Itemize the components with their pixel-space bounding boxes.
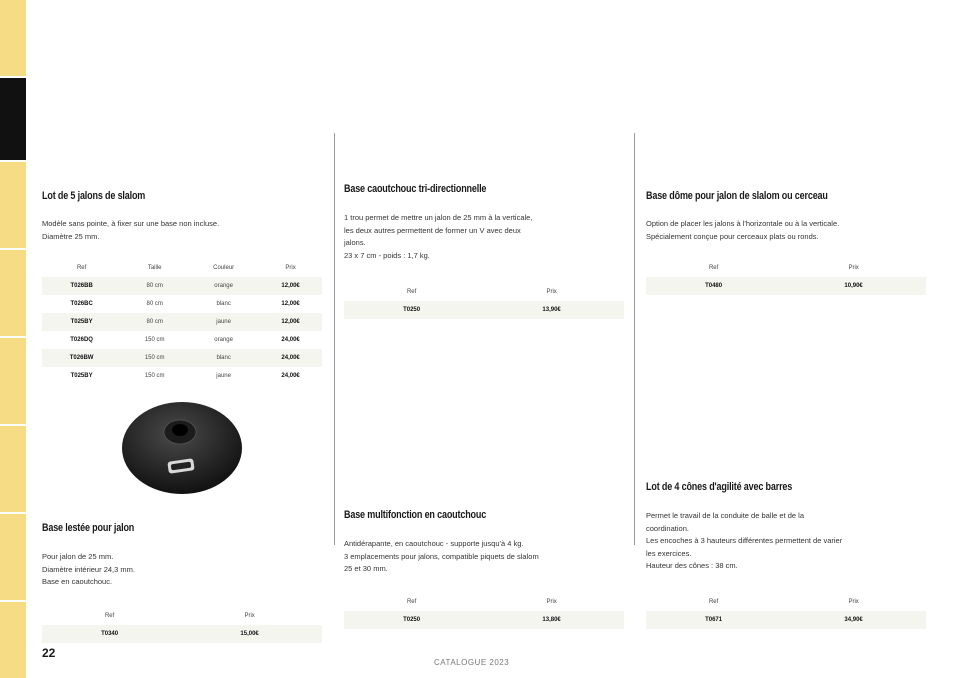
product-description: Antidérapante, en caoutchouc - supporte jusqu'à 4 kg. 3 emplacements pour jalons, compatible piquets de slalom 25 et 30 mm. [344,539,539,573]
side-tab [0,426,26,512]
product-table [344,282,624,319]
table-row: T026BW 150 cm blanc 24,00€ [42,349,322,367]
table-header: Couleur [213,264,235,271]
table-row: T0340 15,00€ [42,625,322,643]
table-header: Prix [546,598,557,605]
table-header: Ref [104,612,115,619]
side-tab [0,514,26,600]
side-tabs [0,0,26,678]
column-divider [334,133,335,545]
product-description: Pour jalon de 25 mm. Diamètre intérieur 24,3 mm. Base en caoutchouc. [42,552,135,586]
table-header: Prix [285,264,296,271]
table-header: Taille [147,264,162,271]
side-tab [0,162,26,248]
side-tab [0,338,26,424]
product-table [646,258,926,295]
product-title: Lot de 5 jalons de slalom [42,190,146,202]
product-table [42,258,322,385]
table-header: Prix [848,264,859,271]
catalogue-label: CATALOGUE 2023 [434,658,510,667]
product-title: Base multifonction en caoutchouc [344,509,487,521]
column-divider [634,133,635,545]
product-table [646,592,926,629]
product-description: Option de placer les jalons à l'horizontale ou à la verticale. Spécialement conçue pour cerceaux plats ou ronds. [646,219,840,241]
page-number: 22 [42,646,56,660]
table-row: T025BY 80 cm jaune 12,00€ [42,313,322,331]
table-row: T026BB 80 cm orange 12,00€ [42,277,322,295]
table-row: T026DQ 150 cm orange 24,00€ [70,337,300,343]
side-tab [0,602,26,678]
product-table [344,592,624,629]
side-tab [0,0,26,76]
product-description: Modèle sans pointe, à fixer sur une base non incluse. Diamètre 25 mm. [42,219,220,241]
table-header: Ref [708,264,719,271]
table-row: T0671 34,90€ [646,611,926,629]
product-title: Base caoutchouc tri-directionnelle [344,183,487,195]
table-header: Ref [406,288,417,295]
table-header: Prix [848,598,859,605]
table-header: Prix [244,612,255,619]
product-table [42,606,322,643]
product-title: Base lestée pour jalon [42,522,135,534]
table-row: T0250 13,90€ [344,301,624,319]
table-row: T026BC 80 cm blanc 12,00€ [70,301,300,307]
product-title: Lot de 4 cônes d'agilité avec barres [646,481,793,493]
table-row: T0250 13,80€ [344,611,624,629]
side-tab [0,250,26,336]
product-title: Base dôme pour jalon de slalom ou cerceau [646,190,828,202]
product-description: 1 trou permet de mettre un jalon de 25 mm à la verticale, les deux autres permettent de former un V avec deux jalons. 23 x 7 cm - poids : 1,7 kg. [344,213,533,260]
product-description: Permet le travail de la conduite de balle et de la coordination. Les encoches à 3 hauteurs différentes permettent de varier les exercices. Hauteur des cônes : 38 cm. [646,511,843,570]
side-tab-active [0,78,26,160]
table-header: Prix [546,288,557,295]
table-header: Ref [708,598,719,605]
rubber-base-image [116,398,246,498]
table-header: Ref [406,598,417,605]
table-row: T025BY 150 cm jaune 24,00€ [70,373,300,379]
table-header: Ref [76,264,87,271]
table-row: T0480 10,90€ [646,277,926,295]
